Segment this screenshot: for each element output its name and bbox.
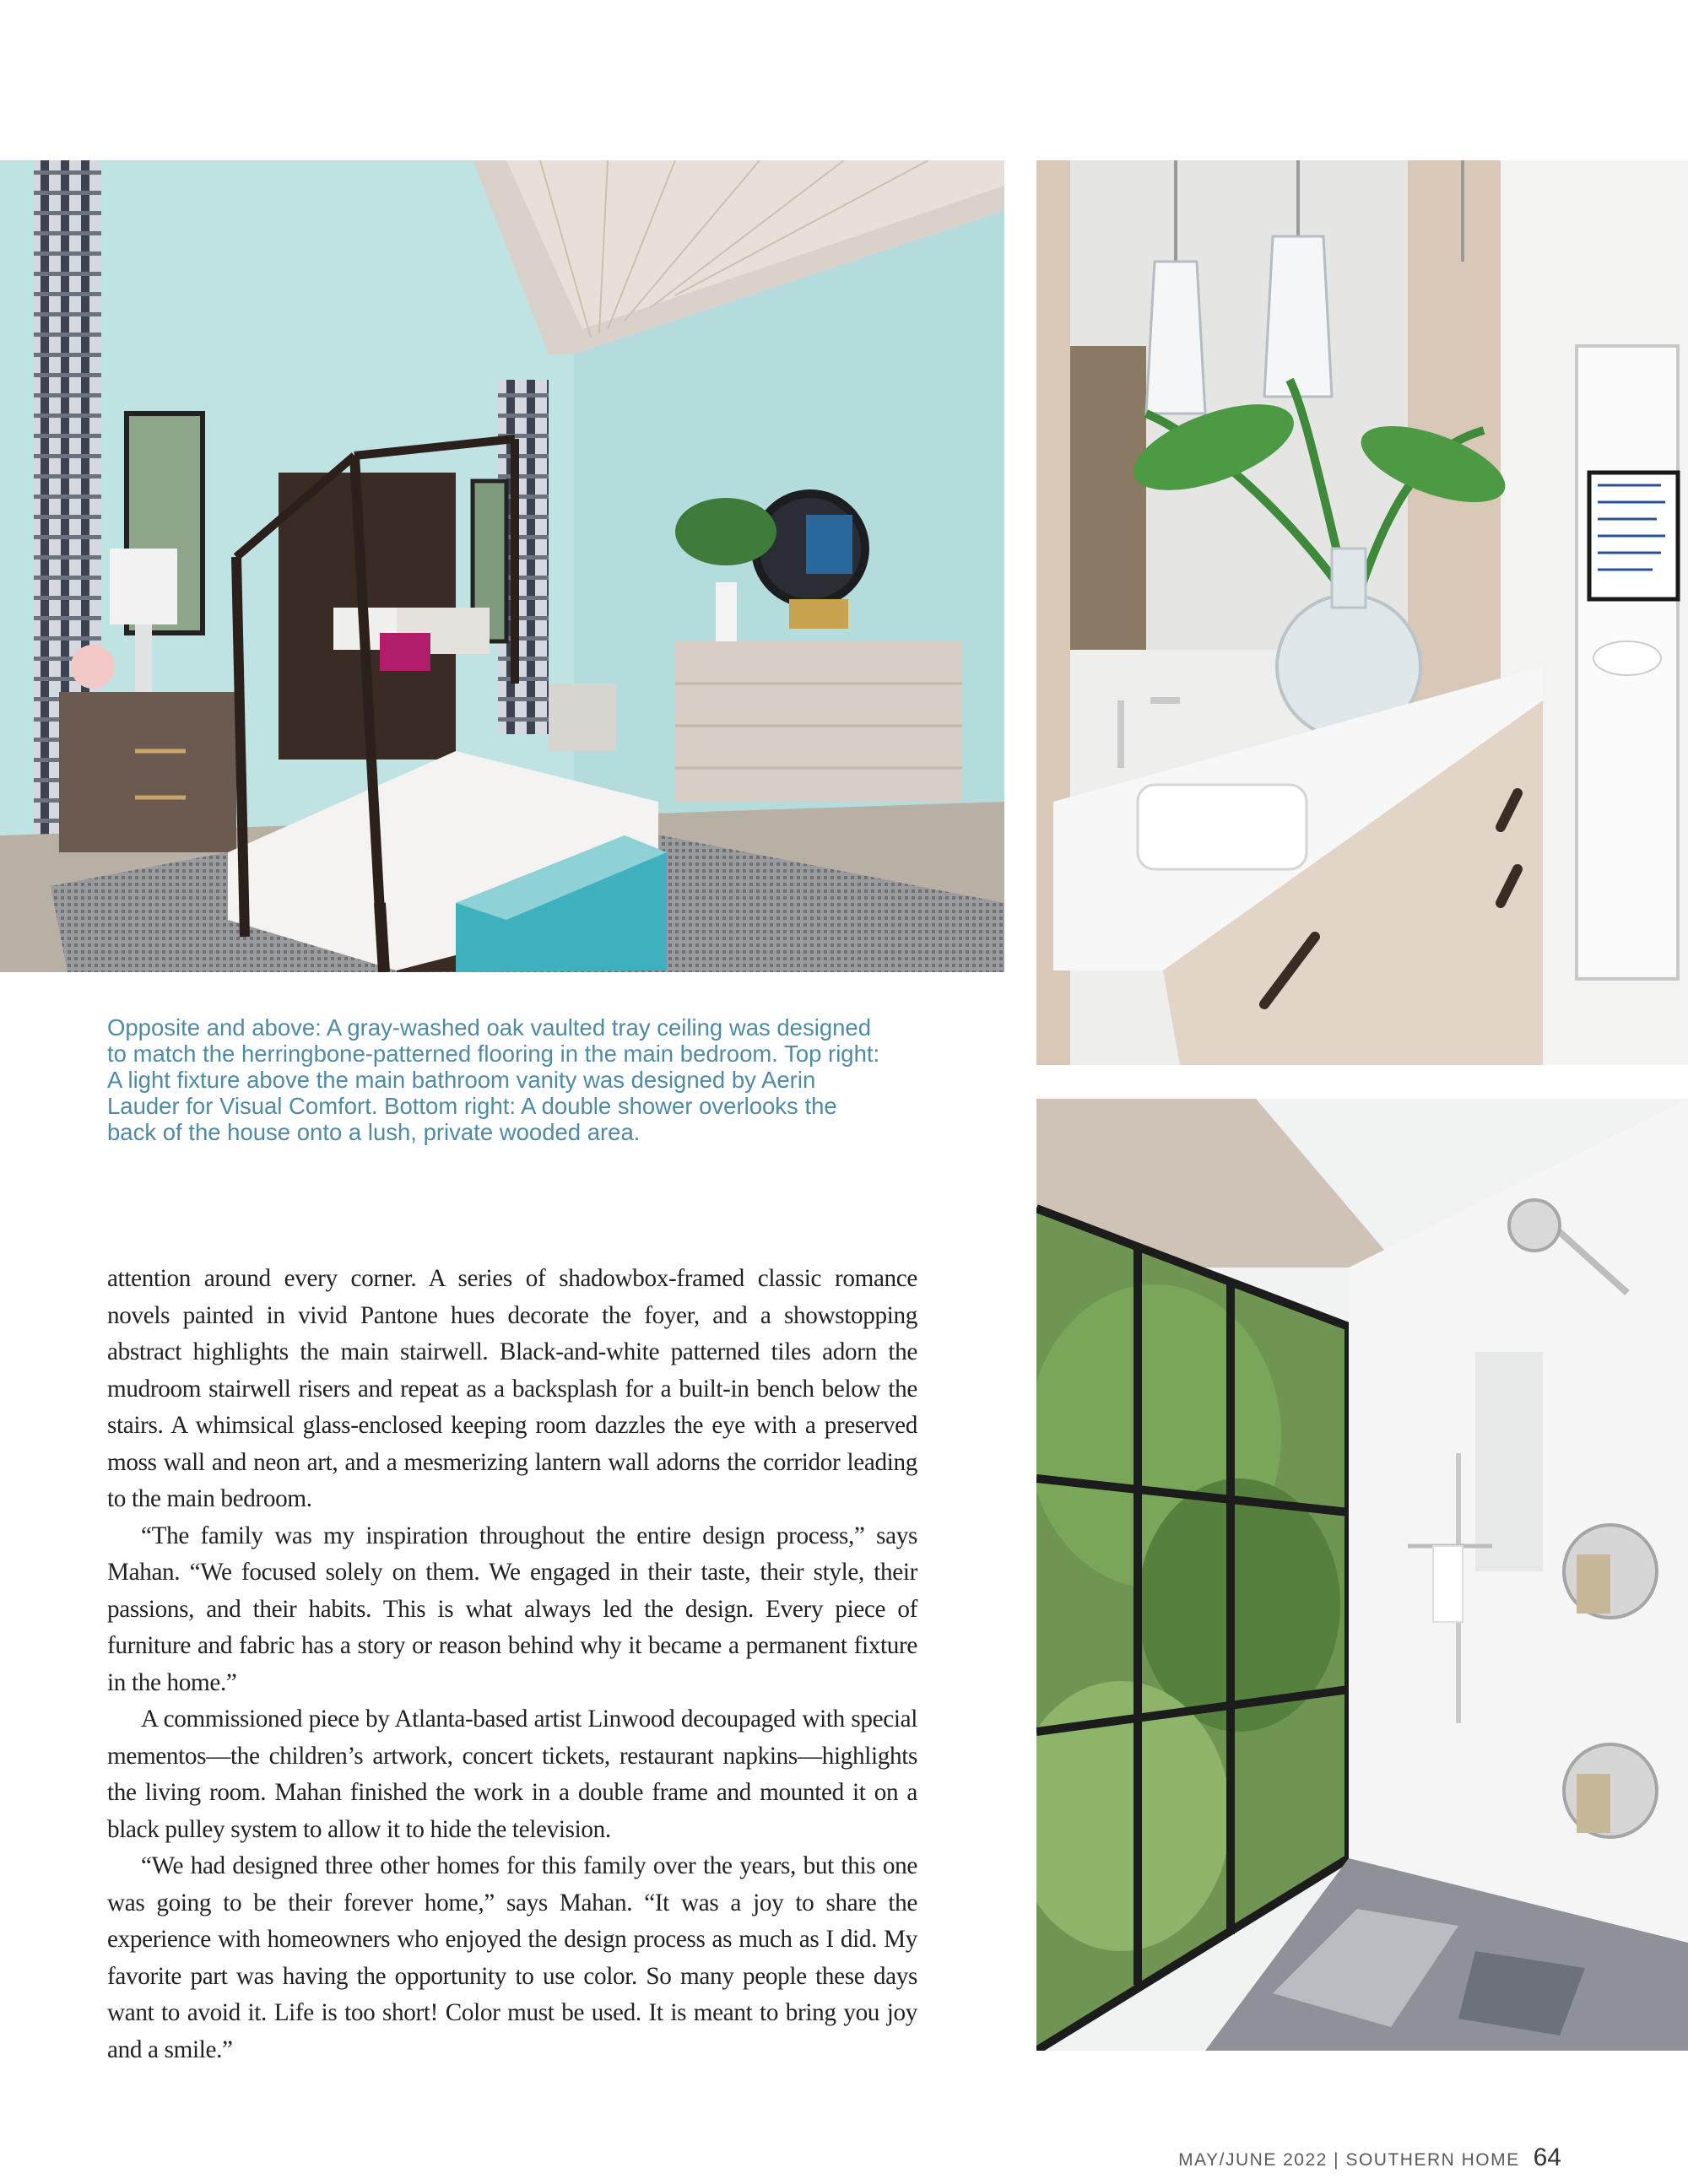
article-paragraph: “We had designed three other homes for this family over the years, but this one was going to be their forever home,” says Mahan. “It was a joy to share the experience with homeowners who enjoyed the design process as much as I did. My favorite part was having the opportunity to use color. So many people these days want to avoid it. Life is too short! Color must be used. It is meant to bring you joy and a smile.”	[107, 1852, 917, 2063]
page-footer	[1178, 2143, 1561, 2172]
article-paragraph: “The family was my inspiration throughout the entire design process,” says Mahan. “We focused solely on them. We engaged in their taste, their style, their passions, and their habits. This is what always led the design. Every piece of furniture and fabric has a story or reason behind why it became a permanent fixture in the home.”	[107, 1522, 917, 1696]
bedroom-photo	[0, 160, 1004, 972]
article-paragraph: attention around every corner. A series of shadowbox-framed classic romance novels painted in vivid Pantone hues decorate the foyer, and a showstopping abstract highlights the main stairwell. Black-and-white patterned tiles adorn the mudroom stairwell risers and repeat as a backsplash for a built-in bench below the stairs. A whimsical glass-enclosed keeping room dazzles the eye with a preserved moss wall and neon art, and a mesmerizing lantern wall adorns the corridor leading to the main bedroom.	[107, 1265, 917, 1512]
issue-folio: MAY/JUNE 2022 | SOUTHERN HOME	[1178, 2150, 1520, 2170]
page-number: 64	[1533, 2143, 1561, 2171]
article-body	[107, 1261, 917, 2068]
article-paragraph: A commissioned piece by Atlanta-based artist Linwood decoupaged with special mementos—the children’s artwork, concert tickets, restaurant napkins—highlights the living room. Mahan finished the work in a double frame and mounted it on a black pulley system to allow it to hide the television.	[107, 1706, 917, 1843]
shower-photo	[1036, 1099, 1688, 2051]
photo-caption: Opposite and above: A gray-washed oak vaulted tray ceiling was designed to match the herringbone-patterned flooring in the main bedroom. Top right: A light fixture above the main bathroom vanity was designed by Aerin Lauder for Visual Comfort. Bottom right: A double shower overlooks the back of the house onto a lush, private wooded area.	[107, 1014, 880, 1145]
bathroom-vanity-photo	[1036, 160, 1688, 1065]
